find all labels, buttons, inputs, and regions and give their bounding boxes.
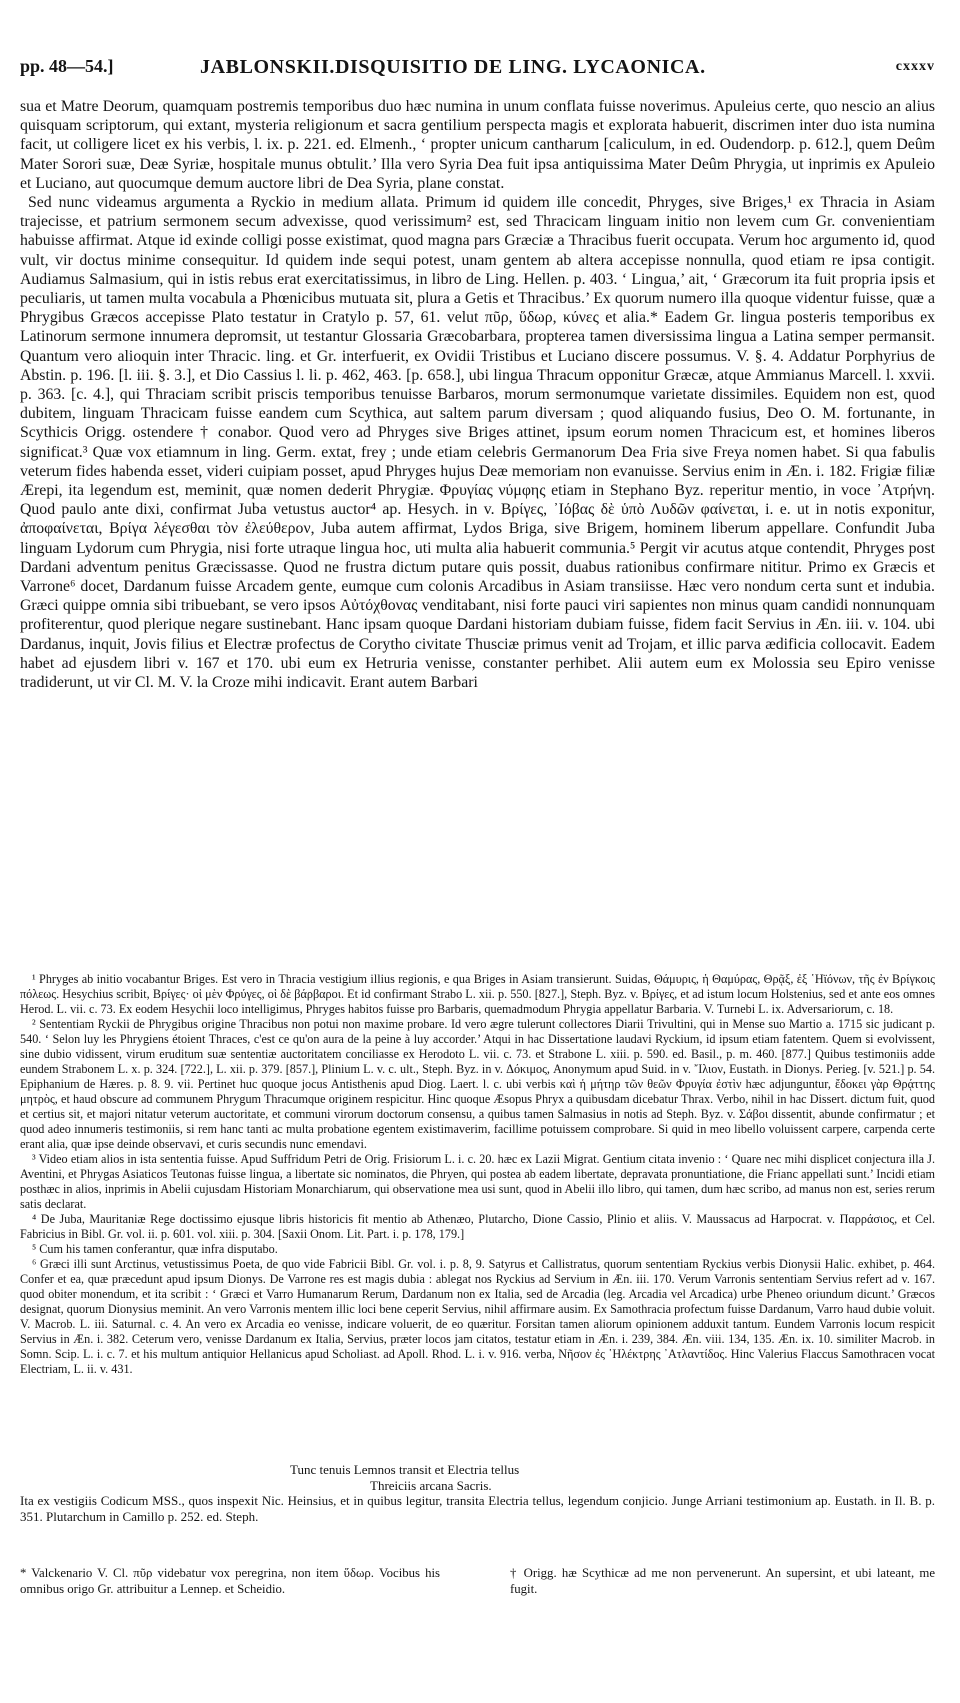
footnotes: [20, 972, 935, 1377]
verse-line: Tunc tenuis Lemnos transit et Electria tellus: [290, 1462, 520, 1477]
footnote: ⁶ Græci illi sunt Arctinus, vetustissimus Poeta, de quo vide Fabricii Bibl. Gr. vol. i. p. 8, 9. Satyrus et Callistratus, quorum sententiam Ryckius verbis Dionysii Halic. exhibet, p. 464. Confer et ea, quæ præcedunt apud ipsum Dionys. De Varrone res est magis dubia : ablegat nos Ryckius ad Servium in Æn. iii. 170. Verum Varronis sententiam Servius refert ad v. 167. quod obiter monendum, et ita scribit : ‘ Græci et Varro Humanarum Rerum, Dardanum non ex Italia, sed de Arcadia (leg. Arcadia vel Arcadica) urbe Pheneo oriundum dicunt.’ Græcos designat, quorum Dionysius meminit. An vero Varronis mentem illic loci bene ceperit Servius, nihil affirmare ausim. Ex Samothracia profectum fuisse Dardanum, Varro haud dubie voluit. V. Macrob. L. iii. Saturnal. c. 4. An vero ex Arcadia eo venisse, indicare voluerit, de eo quæritur. Forsitan tamen aliorum opinionem adduxit tantum. Eundem Varronis locum respicit Servius in Æn. i. 382. Ceterum vero, venisse Dardanum ex Italia, Servius, præter locos jam citatos, testatur etiam in Æn. i. 239, 384. Æn. viii. 134, 135. Æn. ix. 10. similiter Macrob. in Somn. Scip. L. i. c. 7. et his multum antiquior Hellanicus apud Scholiast. ad Apoll. Rhod. L. i. v. 916. verba, Νῆσον ἐς ῾Ηλέκτρης ᾿Ατλαντίδος. Hinc Valerius Flaccus Samothracen vocat Electriam, L. ii. v. 431.: [20, 1257, 935, 1376]
running-title: JABLONSKII.DISQUISITIO DE LING. LYCAONICA.: [200, 56, 706, 78]
page-range: pp. 48—54.]: [20, 56, 114, 76]
page-number: cxxxv: [895, 59, 935, 74]
footnote: ² Sententiam Ryckii de Phrygibus origine Thracibus non potui non maxime probare. Id vero ægre tulerunt collectores Diarii Trivultini, qui in Mense suo Martio a. 1715 sic judicant p. 540. ‘ Selon luy les Phrygiens étoient Thraces, c'est ce qu'on aura de la peine à luy accorder.’ Atqui in hac Dissertatione laudavi Ryckium, id ipsum etiam fatentem. Quem si evolvissent, sine dubio vidissent, virum eruditum suæ sententiæ auctoritatem conciliasse ex Herodoto L. vii. c. 73. et Strabone L. xiii. p. 590. ed. Basil., p. m. 460. [877.] Quibus testimoniis adde eundem Strabonem L. x. p. 324. [722.], L. xii. p. 379. [857.], Plinium L. v. c. ult., Steph. Byz. in v. Δόκιμος, Anonymum apud Suid. in v. ῎Ιλιον, Eustath. in Dionys. Perieg. [v. 521.] p. 54. Epiphanium de Hæres. p. 8. 9. vii. Pertinet huc quoque jocus Antisthenis apud Diog. Laert. l. c. ubi verbis καὶ ἡ μήτηρ τῶν θεῶν Φρυγία ἐστὶν hæc adjunguntur, ἔδοκει γὰρ Θρᾴττης μητρὸς, et haud obscure ad communem Phrygum Thracumque originem respicitur. Hinc quoque Æsopus Phryx a quibusdam dicebatur Thrax. Verbo, nihil in hac Dissert. dictum fuit, quod et certius sit, et majori nitatur veterum auctoritate, et communi virorum doctorum consensu, a quibus tamen Salmasius in notis ad Steph. Byz. v. Σάβοι dissentit, abunde confirmatur ; et quod adeo innumeris testimoniis, si rem hanc tanti ac multa probatione egentem existimaverim, facillime potuissem comprobare. Si quid in meo libello voluissent carpere, carpenda certe erant alia, quæ ipse deinde observavi, et curis secundis nunc emendavi.: [20, 1017, 935, 1151]
editor-note-right: † Origg. hæ Scythicæ ad me non pervenerunt. An supersint, et ubi lateant, me fugit.: [510, 1566, 935, 1596]
footnote-divider: [20, 960, 940, 961]
verse-quotation: [20, 1462, 935, 1524]
footnote: ⁴ De Juba, Mauritaniæ Rege doctissimo ejusque libris historicis fit mentio ab Athenæo, Plutarcho, Dione Cassio, Plinio et aliis. V. Maussacus ad Harpocrat. v. Παρράσιος, et Cel. Fabricius in Bibl. Gr. vol. ii. p. 601. vol. xiii. p. 304. [Saxii Onom. Lit. Part. i. p. 178, 179.]: [20, 1212, 935, 1241]
footnote: ³ Video etiam alios in ista sententia fuisse. Apud Suffridum Petri de Orig. Frisiorum L. i. c. 20. hæc ex Lazii Migrat. Gentium citata invenio : ‘ Quare nec mihi displicet conjectura illa J. Aventini, et Phrygas Asiaticos Teutonas fuisse lingua, a libertate sic nominatos, die Phryen, qui postea ab eadem libertate, depravata pronuntiatione, die Frianc appellati sunt.’ Incidi etiam posthæc in alios, inprimis in Abelii cujusdam Historiam Monarchiarum, qui observatione mea usi sunt, quod in Abelii illo libro, qui tamen, dum hæc scribo, ad manus non est, series rerum satis declarat.: [20, 1152, 935, 1211]
footnote-continuation: Ita ex vestigiis Codicum MSS., quos inspexit Nic. Heinsius, et in quibus legitur, transita Electria tellus, legendum conjicio. Junge Arriani testimonium ap. Eustath. in Il. B. p. 351. Plutarchum in Camillo p. 252. ed. Steph.: [20, 1493, 935, 1524]
footnote: ¹ Phryges ab initio vocabantur Briges. Est vero in Thracia vestigium illius regionis, e qua Briges in Asiam transierunt. Suidas, Θάμυρις, ἡ Θαμύρας, Θρᾷξ, ἐξ ῾Ηϊόνων, τῆς ἐν Βρίγκοις πόλεως. Hesychius scribit, Βρίγες· οἱ μὲν Φρύγες, οἱ δὲ βάρβαροι. Et id confirmant Strabo L. xii. p. 550. [827.], Steph. Byz. v. Βρίγες, et ad istum locum Holstenius, sed et ante eos omnes Herod. L. vii. c. 73. Ex eodem Hesychii loco intelligimus, Phryges habitos fuisse pro Barbaris, quemadmodum Phrygia appellatur Barbaria. V. Turnebi L. ix. Adversariorum, c. 18.: [20, 972, 935, 1016]
editor-note-left: * Valckenario V. Cl. πῦρ videbatur vox peregrina, non item ὕδωρ. Vocibus his omnibus origo Gr. attribuitur a Lennep. et Scheidio.: [20, 1566, 440, 1596]
verse-line: Threiciis arcana Sacris.: [370, 1477, 492, 1493]
paragraph: Sed nunc videamus argumenta a Ryckio in medium allata. Primum id quidem ille concedit, Phryges, sive Briges,¹ ex Thracia in Asiam trajecisse, et patrium sermonem secum advexisse, quod verissimum² est, sed Thracicam linguam initio non levem cum Gr. convenientiam habuisse affirmat. Atque id exinde colligi posse existimat, quod magna pars Græciæ a Thracibus fuerit occupata. Verum hoc argumento id, quod vult, vir doctus minime consequitur. Id quidem inde sequi potest, unam gentem ab altera accepisse nonnulla, quod etiam re ipsa contigit. Audiamus Salmasium, qui in istis rebus erat exercitatissimus, in libro de Ling. Hellen. p. 403. ‘ Lingua,’ ait, ‘ Græcorum ita fuit propria ipsis et peculiaris, ut tamen multa vocabula a Phœnicibus mutuata sit, plura a Getis et Thracibus.’ Ex quorum numero illa quoque videntur fuisse, quæ a Phrygibus Græcos accepisse Plato testatur in Cratylo p. 57, 61. velut πῦρ, ὕδωρ, κύνες et alia.* Eadem Gr. lingua posteris temporibus ex Latinorum sermone innumera depromsit, ut testantur Glossaria Græcobarbara, propterea tamen diversissima lingua a Latina semper permansit. Quantum vero alioquin inter Thracic. ling. et Gr. interfuerit, ex Ovidii Tristibus et Luciano discere possumus. V. §. 4. Addatur Porphyrius de Abstin. p. 196. [l. iii. §. 3.], et Dio Cassius l. li. p. 462, 463. [p. 658.], ubi lingua Thracum opponitur Græcæ, atque Ammianus Marcell. l. xxvii. p. 363. [c. 4.], qui Thraciam scribit priscis temporibus tenuisse Barbaros, morum sermonumque varietate dissimiles. Equidem non est, quod dubitem, linguam Thracicam fuisse eandem cum Scythica, aut saltem parum diversam ; quod aliquando fusius, Deo O. M. fortunante, in Scythicis Origg. ostendere † conabor. Quod vero ad Phryges sive Briges attinet, ipsum eorum nomen Thracicum est, et homines liberos significat.³ Quæ vox etiamnum in ling. Germ. extat, frey ; unde etiam celebris Germanorum Dea Fria sive Freya nomen habet. Si qua fabulis veterum fides habenda esset, videri cuipiam posset, apud Phryges hujus Deæ memoriam non evanuisse. Servius enim in Æn. i. 182. Frigiæ filiæ Ærepi, ita legendum est, meminit, quæ nomen dederit Phrygiæ. Φρυγίας νύμφης etiam in Stephano Byz. reperitur mentio, in voce ᾿Ατρήνη. Quod paulo ante dixi, confirmat Juba vetustus auctor⁴ ap. Hesych. in v. Βρίγες, ᾿Ιόβας δὲ ὑπὸ Λυδῶν φαίνεται, i. e. ut in notis exponitur, ἀποφαίνεται, Βρίγα λέγεσθαι τὸν ἐλεύθερον, Juba autem affirmat, Lydos Briga, sive Brigem, hominem liberum appellare. Confundit Juba linguam Lydorum cum Phrygia, nisi forte utraque lingua hoc, uti multa alia habuerit communia.⁵ Pergit vir acutus atque contendit, Phryges post Dardani adventum penitus Græcissasse. Quod ne frustra dictum putare quis possit, duabus rationibus confirmare nititur. Primo ex Græcis et Varrone⁶ docet, Dardanum fuisse Arcadem gente, eumque cum colonis Arcadibus in Asiam transiisse. Hæc vero nondum certa sunt et indubia. Græci quippe omnia sibi tribuebant, se vero ipsos Αὐτόχθονας venditabant, nisi forte pauci viri sapientes non minus quam candidi nonnunquam profiterentur, quod plerique negare sustinebant. Hanc ipsam quoque Dardani historiam dubiam fuisse, fidem facit Servius in Æn. iii. v. 104. ubi Dardanus, inquit, Jovis filius et Electræ profectus de Corytho civitate Thusciæ primus venit ad Trojam, et illic parva ædificia collocavit. Eadem habet ad ejusdem libri v. 167 et 170. ubi eum ex Hetruria venisse, constanter perhibet. Alii autem eum ex Molossia seu Epiro venisse tradiderunt, ut vir Cl. M. V. la Croze mihi indicavit. Erant autem Barbari: [20, 194, 935, 692]
main-text: [20, 97, 935, 692]
running-header: [20, 56, 935, 80]
footnote: ⁵ Cum his tamen conferantur, quæ infra disputabo.: [32, 1242, 278, 1256]
paragraph: sua et Matre Deorum, quamquam postremis temporibus duo hæc numina in unum conflata fuisse noverimus. Apuleius certe, quo nescio an alius quisquam scriptorum, qui extant, mysteria religionum et sacra gentilium perspecta magis et explorata habuerit, discrimen inter duo ista numina facit, ut colligere licet ex his verbis, l. ix. p. 221. ed. Elmenh., ‘ propter unicum cantharum [caliculum, in ed. Oudendorp. p. 612.], quem Deûm Mater Sorori suæ, Deæ Syriæ, hospitale munus obtulit.’ Illa vero Syria Dea fuit ipsa antiquissima Mater Deûm Phrygia, ut inprimis ex Apuleio et Luciano, aut quocumque demum auctore libri de Dea Syria, plane constat.: [20, 98, 935, 192]
